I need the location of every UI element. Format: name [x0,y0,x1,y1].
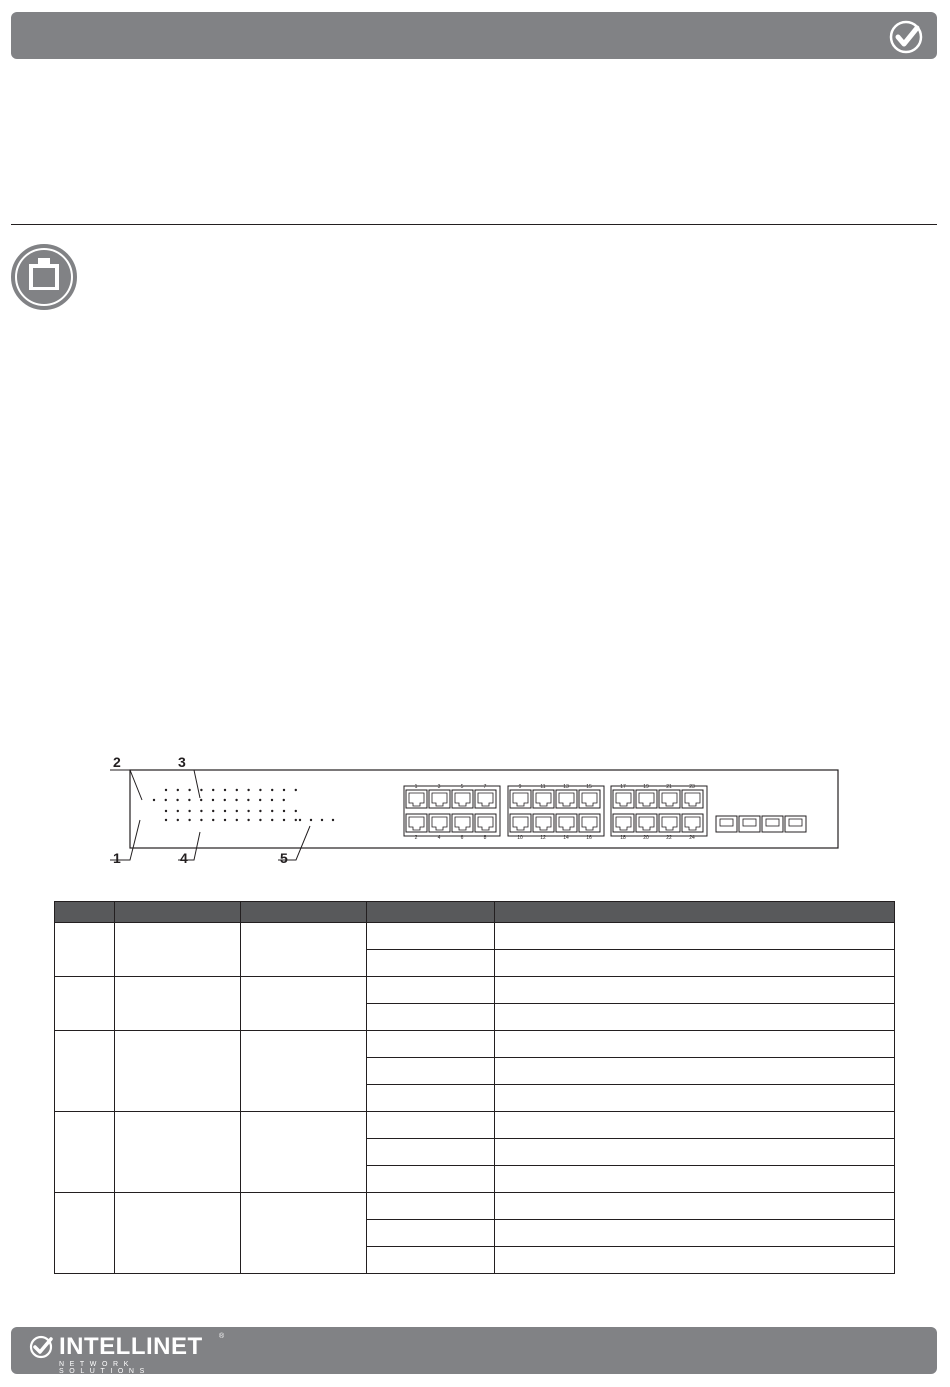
ethernet-port-icon [11,244,77,310]
port-number-label: 3 [437,784,441,790]
led-dot [259,789,261,791]
callout-2: 2 [113,754,121,770]
led-dot [310,819,312,821]
column-header [55,902,115,923]
led-dot [212,819,214,821]
table-row [55,923,895,950]
port-number-label: 4 [437,835,441,841]
table-cell [367,950,495,977]
callout-5: 5 [280,850,288,866]
led-dot [247,810,249,812]
led-dot [200,789,202,791]
brand-name: INTELLINET [59,1333,203,1360]
led-dot [212,810,214,812]
table-cell [367,1085,495,1112]
table-cell [495,1247,895,1274]
led-dot [332,819,334,821]
brand-tagline: NETWORK SOLUTIONS [59,1361,150,1375]
led-dot [224,810,226,812]
led-dot [188,789,190,791]
led-dot [236,810,238,812]
column-header [367,902,495,923]
port-number-label: 21 [666,784,672,790]
led-dot [188,799,190,801]
port-number-label: 12 [540,835,546,841]
table-cell [495,923,895,950]
header-bar [11,12,937,59]
sfp-port [739,816,760,832]
table-cell [495,1031,895,1058]
port-number-label: 16 [586,835,592,841]
led-dot [165,789,167,791]
port-number-label: 22 [666,835,672,841]
column-header [241,902,367,923]
table-cell [495,1058,895,1085]
led-dot [283,789,285,791]
table-cell [55,1193,115,1274]
port-number-label: 15 [586,784,592,790]
led-dot [176,799,178,801]
led-dot [271,799,273,801]
table-cell [495,1193,895,1220]
port-number-label: 18 [620,835,626,841]
table-cell [241,1193,367,1274]
led-dot [247,789,249,791]
table-cell [367,1193,495,1220]
sfp-port [762,816,783,832]
table-row [55,1193,895,1220]
table-cell [367,1112,495,1139]
table-body [55,923,895,1274]
led-dot [295,819,297,821]
port-number-label: 9 [518,784,522,790]
table-cell [367,1139,495,1166]
port-number-label: 5 [460,784,464,790]
table-cell [367,1031,495,1058]
table-cell [241,1112,367,1193]
port-number-label: 14 [563,835,569,841]
table-cell [115,1031,241,1112]
port-number-label: 23 [689,784,695,790]
led-dot [295,810,297,812]
table-cell [495,1139,895,1166]
led-dot [200,799,202,801]
led-dot [283,799,285,801]
table-cell [241,923,367,977]
port-number-label: 17 [620,784,626,790]
table-cell [367,1058,495,1085]
led-dot [200,810,202,812]
led-dot [259,819,261,821]
led-dot [212,799,214,801]
table-cell [495,1220,895,1247]
led-dot [247,799,249,801]
table-cell [367,1220,495,1247]
led-dot [321,819,323,821]
led-dot [283,810,285,812]
section-divider [11,224,937,225]
callout-4: 4 [180,850,188,866]
callout-1: 1 [113,850,121,866]
table-cell [367,1166,495,1193]
led-dot [259,810,261,812]
port-number-label: 1 [414,784,418,790]
led-dot [165,819,167,821]
port-number-label: 13 [563,784,569,790]
port-number-label: 8 [483,835,487,841]
table-cell [495,1004,895,1031]
sfp-port [785,816,806,832]
registered-mark: ® [219,1333,225,1340]
table-cell [115,1112,241,1193]
checkmark-icon [889,20,923,54]
table-cell [495,1112,895,1139]
table-cell [367,977,495,1004]
table-cell [367,1247,495,1274]
table-cell [367,1004,495,1031]
led-dot [224,799,226,801]
led-dot [283,819,285,821]
table-cell [495,977,895,1004]
port-number-label: 20 [643,835,649,841]
callout-3: 3 [178,754,186,770]
intellinet-checkmark-icon [29,1335,55,1359]
port-number-label: 19 [643,784,649,790]
led-dot [200,819,202,821]
port-number-label: 6 [460,835,464,841]
table-cell [55,923,115,977]
port-number-label: 24 [689,835,695,841]
table-cell [55,1112,115,1193]
led-dot [247,819,249,821]
sfp-port [716,816,737,832]
led-dot [177,810,179,812]
led-dot [153,799,155,801]
led-dot [271,810,273,812]
table-cell [55,1031,115,1112]
table-cell [115,1193,241,1274]
intellinet-logo [29,1331,229,1375]
table-cell [241,977,367,1031]
table-header-row [55,902,895,923]
footer-bar [11,1327,937,1374]
port-number-label: 2 [414,835,418,841]
table-cell [115,977,241,1031]
led-dot [188,810,190,812]
led-dot [224,789,226,791]
table-cell [367,923,495,950]
led-dot [295,789,297,791]
led-dot [236,789,238,791]
column-header [495,902,895,923]
led-dot [165,810,167,812]
port-number-label: 10 [517,835,523,841]
table-cell [495,1166,895,1193]
led-dot [177,789,179,791]
led-dot [177,819,179,821]
table-cell [115,923,241,977]
switch-front-panel-diagram [108,750,843,870]
led-dot [212,789,214,791]
table-cell [241,1031,367,1112]
table-row [55,977,895,1004]
led-dot [271,789,273,791]
led-dot [271,819,273,821]
led-dot [224,819,226,821]
column-header [115,902,241,923]
led-status-table [54,901,895,1274]
table-cell [495,950,895,977]
table-cell [55,977,115,1031]
led-dot [236,819,238,821]
table-row [55,1112,895,1139]
port-number-label: 7 [483,784,487,790]
led-dot [299,819,301,821]
table-row [55,1031,895,1058]
led-dot [235,799,237,801]
led-dot [188,819,190,821]
led-dot [165,799,167,801]
port-number-label: 11 [540,784,546,790]
led-dot [259,799,261,801]
table-cell [495,1085,895,1112]
